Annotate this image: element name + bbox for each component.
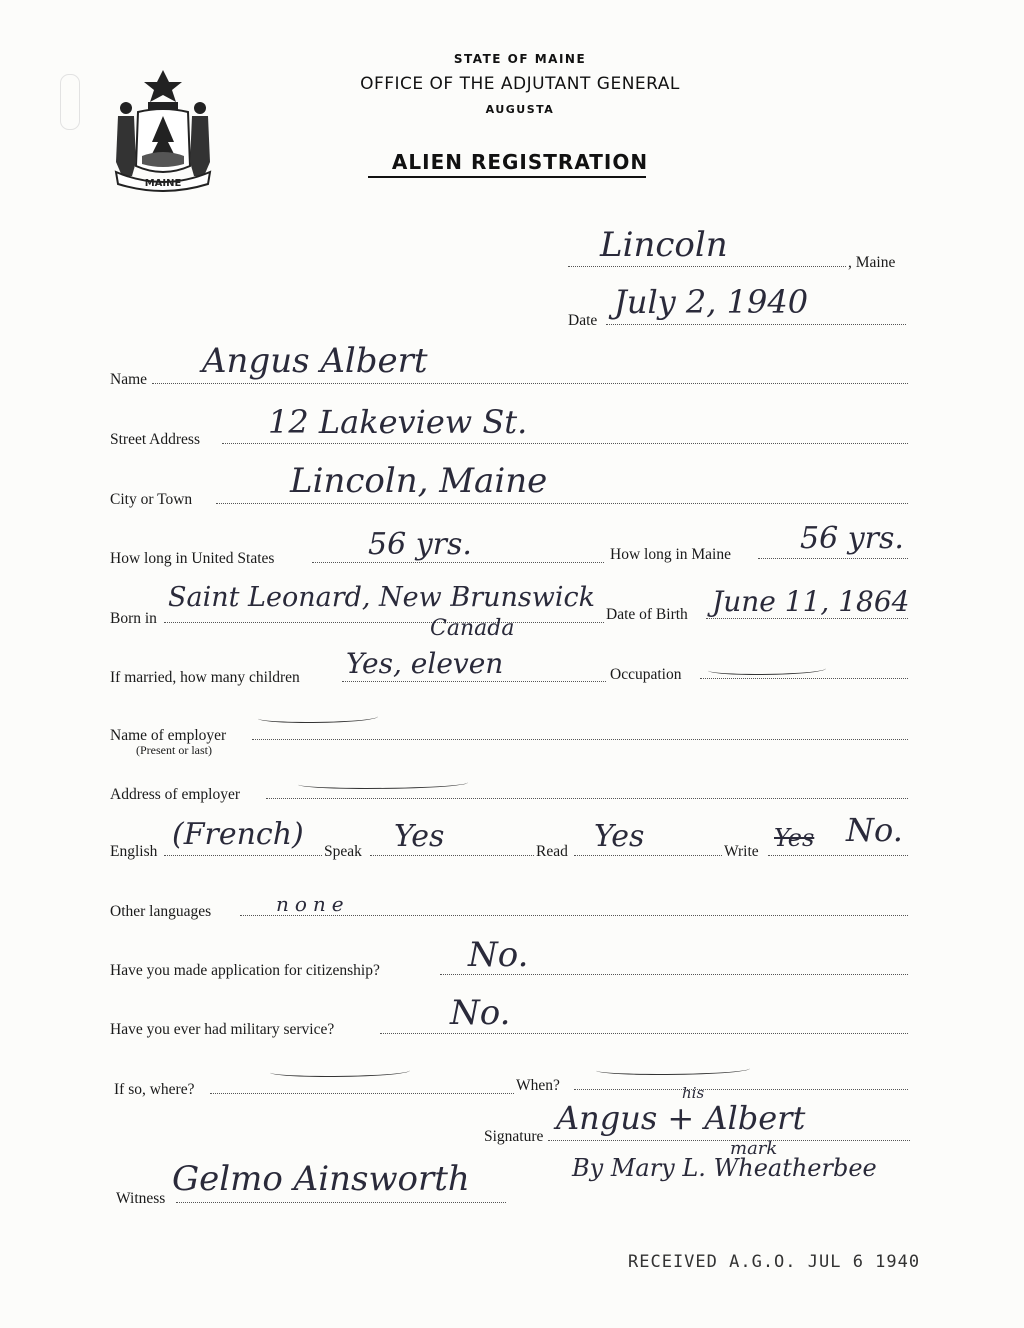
how-long-maine-entry: 56 yrs. — [800, 521, 904, 556]
english-entry: (French) — [172, 817, 304, 852]
street-entry: 12 Lakeview St. — [268, 403, 528, 441]
speak-label: Speak — [324, 843, 362, 860]
signature-entry: Angus + Albert — [556, 1099, 806, 1137]
town-entry: Lincoln — [600, 225, 728, 265]
where-line — [210, 1093, 514, 1094]
street-line — [222, 443, 908, 444]
header-state: STATE OF MAINE — [453, 52, 587, 66]
write-line — [768, 855, 908, 856]
name-line — [152, 383, 908, 384]
city-entry: Lincoln, Maine — [290, 461, 548, 501]
other-languages-entry: none — [276, 892, 350, 916]
read-line — [574, 855, 722, 856]
title-underline — [368, 176, 646, 178]
name-entry: Angus Albert — [202, 341, 428, 381]
born-line — [164, 622, 604, 623]
other-languages-label: Other languages — [110, 903, 212, 920]
when-label: When? — [516, 1077, 560, 1094]
signature-mark: mark — [730, 1138, 778, 1159]
received-stamp: RECEIVED A.G.O. JUL 6 1940 — [628, 1252, 921, 1272]
dob-line — [706, 618, 908, 619]
military-label: Have you ever had military service? — [110, 1021, 335, 1038]
born-entry: Saint Leonard, New Brunswick — [168, 582, 595, 613]
where-dash — [270, 1066, 410, 1077]
header-city: AUGUSTA — [485, 103, 555, 116]
seal-banner-text: MAINE — [144, 178, 182, 189]
occupation-line — [700, 678, 908, 679]
date-line — [606, 324, 906, 325]
write-entry: No. — [846, 811, 903, 849]
how-long-us-entry: 56 yrs. — [368, 527, 472, 562]
children-line — [342, 681, 606, 682]
speak-entry: Yes — [394, 819, 445, 854]
dob-label: Date of Birth — [606, 606, 688, 623]
witness-line — [176, 1202, 506, 1203]
employer-sublabel: (Present or last) — [136, 743, 212, 757]
where-label: If so, where? — [114, 1081, 195, 1098]
form-title: ALIEN REGISTRATION — [391, 150, 649, 174]
town-line — [568, 266, 846, 267]
header-office: OFFICE OF THE ADJUTANT GENERAL — [360, 74, 680, 94]
witness-label: Witness — [116, 1190, 166, 1207]
how-long-maine-line — [758, 558, 908, 559]
employer-label: Name of employer — [110, 727, 227, 744]
citizenship-label: Have you made application for citizenship? — [110, 962, 380, 979]
born-label: Born in — [110, 610, 157, 627]
born-entry-country: Canada — [430, 616, 515, 641]
employer-address-line — [266, 798, 908, 799]
dob-entry: June 11, 1864 — [712, 585, 910, 618]
occupation-label: Occupation — [610, 666, 682, 683]
how-long-us-label: How long in United States — [110, 550, 275, 567]
signature-label: Signature — [484, 1128, 544, 1145]
date-label: Date — [568, 312, 598, 329]
employer-address-dash — [298, 778, 468, 789]
read-label: Read — [536, 843, 568, 860]
read-entry: Yes — [594, 819, 645, 854]
english-line — [164, 855, 322, 856]
signature-his: his — [682, 1084, 705, 1102]
employer-line — [252, 739, 908, 740]
children-entry: Yes, eleven — [346, 647, 504, 680]
speak-line — [370, 855, 534, 856]
when-dash — [596, 1064, 750, 1075]
military-line — [380, 1033, 908, 1034]
street-label: Street Address — [110, 431, 200, 448]
maine-label: , Maine — [848, 254, 896, 271]
witness-entry: Gelmo Ainsworth — [172, 1159, 470, 1199]
write-entry-struck: Yes — [774, 824, 815, 852]
how-long-us-line — [312, 562, 604, 563]
citizenship-entry: No. — [468, 935, 529, 975]
english-label: English — [110, 843, 158, 860]
city-label: City or Town — [110, 491, 193, 508]
employer-address-label: Address of employer — [110, 786, 240, 803]
military-entry: No. — [450, 993, 511, 1033]
write-label: Write — [724, 843, 759, 860]
when-line — [574, 1089, 908, 1090]
name-label: Name — [110, 371, 148, 388]
occupation-dash — [708, 664, 826, 675]
date-entry: July 2, 1940 — [614, 283, 809, 321]
how-long-maine-label: How long in Maine — [610, 546, 731, 563]
signature-by: By Mary L. Wheatherbee — [572, 1154, 877, 1182]
employer-dash — [258, 712, 378, 723]
children-label: If married, how many children — [110, 669, 300, 686]
signature-line — [548, 1140, 910, 1141]
city-line — [216, 503, 908, 504]
